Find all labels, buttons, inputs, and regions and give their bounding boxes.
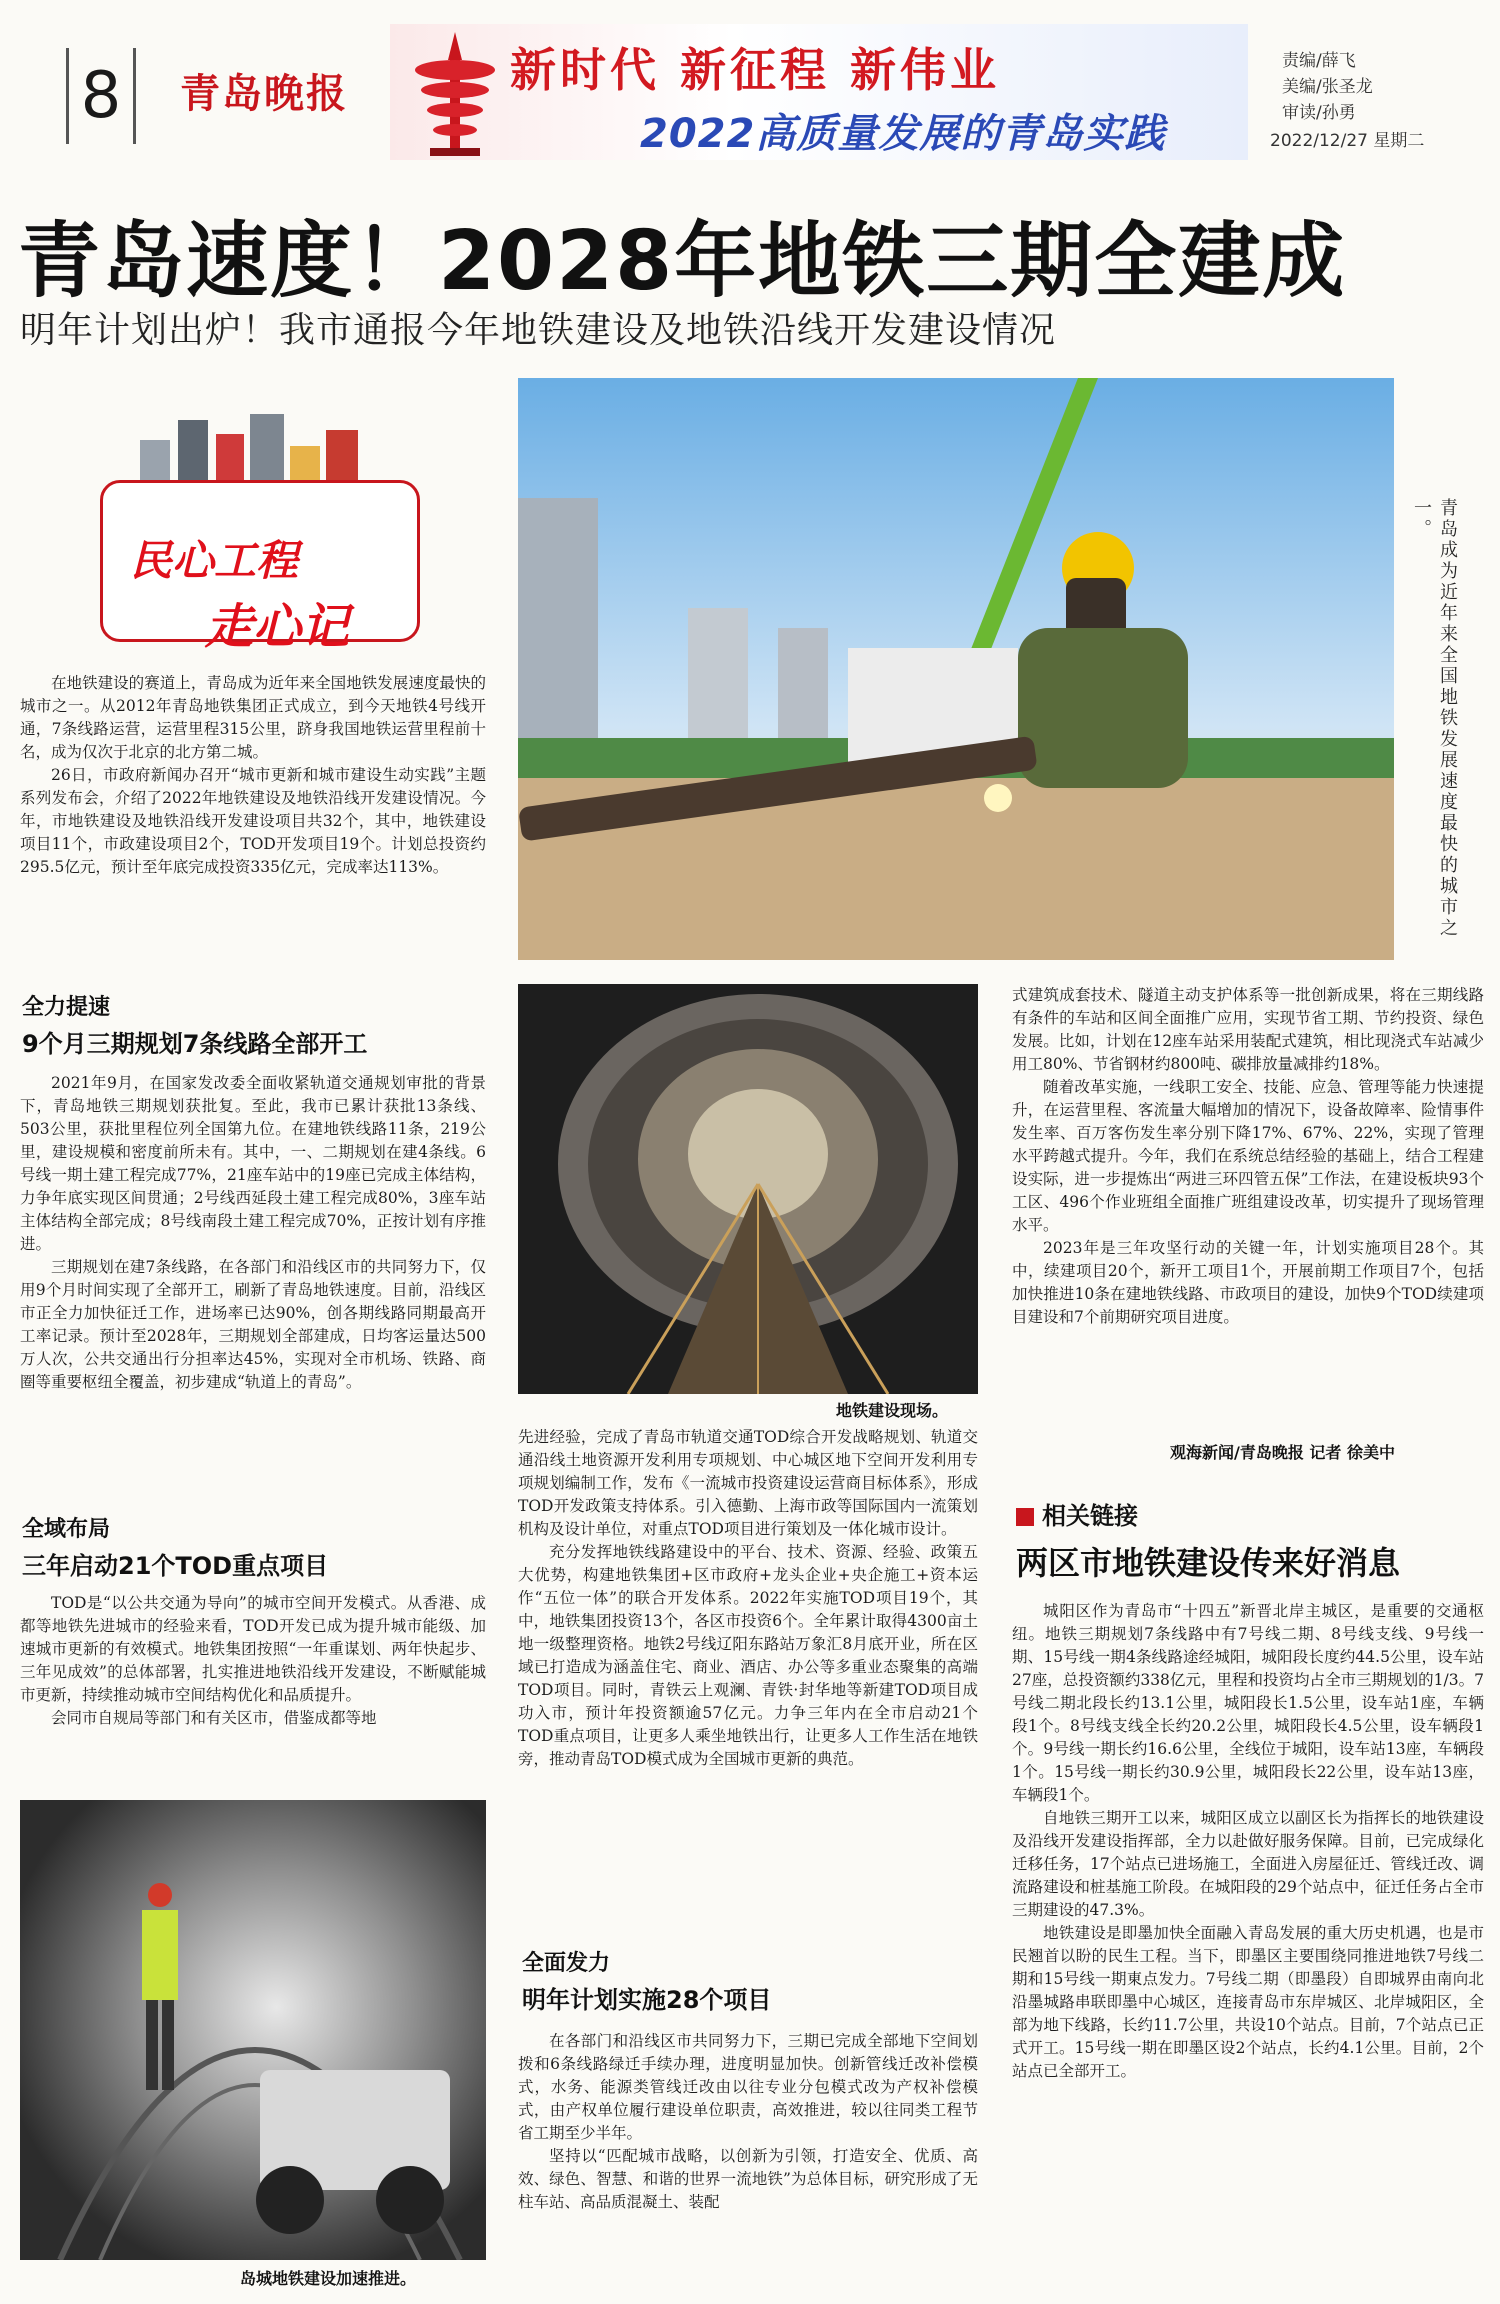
- banner-slogan: 新时代 新征程 新伟业: [510, 43, 1001, 97]
- article-byline: 观海新闻/青岛晚报 记者 徐美中: [1170, 1443, 1395, 1462]
- intro-paragraph: 在地铁建设的赛道上，青岛成为近年来全国地铁发展速度最快的城市之一。从2012年青岛地铁集团正式成立，到今天地铁4号线开通，7条线路运营，运营里程315公里，跻身我国地铁运营里程前十名，成为仅次于北京的北方第二城。: [20, 674, 486, 761]
- right-paragraph: 式建筑成套技术、隧道主动支护体系等一批创新成果，将在三期线路有条件的车站和区间全面推广应用，实现节省工期、节约投资、绿色发展。比如，计划在12座车站采用装配式建筑，相比现浇式车站减少用工80%、节省钢材约800吨、碳排放量减排约18%。: [1012, 986, 1484, 1073]
- section3-kicker: 全面发力: [522, 1951, 611, 1976]
- intro-paragraph: 26日，市政府新闻办召开“城市更新和城市建设生动实践”主题系列发布会，介绍了2022年地铁建设及地铁沿线开发建设情况。今年，市地铁建设及地铁沿线开发建设项目共32个，其中，地铁建设项目11个，市政建设项目2个，TOD开发项目19个。计划总投资约295.5亿元，预计至年底完成投资335亿元，完成率达113%。: [20, 766, 486, 876]
- main-headline: 青岛速度！2028年地铁三期全建成: [18, 214, 1347, 309]
- editor-credits: [1282, 48, 1373, 126]
- section3-paragraph: 坚持以“匹配城市战略，以创新为引领，打造安全、优质、高效、绿色、智慧、和谐的世界一流地铁”为总体目标，研究形成了无柱车站、高品质混凝土、装配: [518, 2147, 978, 2211]
- section2-paragraph: 会同市自规局等部门和有关区市，借鉴成都等地: [51, 1709, 377, 1727]
- related-body: [1012, 1600, 1484, 2083]
- related-paragraph: 自地铁三期开工以来，城阳区成立以副区长为指挥长的地铁建设及沿线开发建设指挥部，全力以赴做好服务保障。目前，已完成绿化迁移任务，17个站点已进场施工，全面进入房屋征迁、管线迁改、调流路建设和桩基施工阶段。在城阳段的29个站点中，征迁任务占全市三期建设的47.3%。: [1012, 1809, 1484, 1919]
- middle-photo-caption: 地铁建设现场。: [836, 1401, 949, 1420]
- section1-paragraph: 三期规划在建7条线路，在各部门和沿线区市的共同努力下，仅用9个月时间实现了全部开工，刷新了青岛地铁速度。目前，沿线区市正全力加快征迁工作，进场率已达90%，创各期线路同期最高开工率记录。预计至2028年，三期规划全部建成，日均客运量达500万人次，公共交通出行分担率达45%，实现对全市机场、铁路、商圈等重要枢纽全覆盖，初步建成“轨道上的青岛”。: [20, 1258, 486, 1391]
- middle-column-body: [518, 1426, 978, 1771]
- section1-title: 9个月三期规划7条线路全部开工: [22, 1030, 368, 1058]
- related-paragraph: 地铁建设是即墨加快全面融入青岛发展的重大历史机遇，也是市民翘首以盼的民生工程。当下，即墨区主要围绕同推进地铁7号线二期和15号线一期東点发力。7号线二期（即墨段）自即城界由南向北沿墨城路串联即墨中心城区，连接青岛市东岸城区、北岸城阳区，全部为地下线路，长约11.7公里，共设10个站点。目前，7个站点已正式开工。15号线一期在即墨区设2个站点，长约4.1公里。目前，2个站点已全部开工。: [1012, 1924, 1484, 2080]
- page-number: 8: [66, 48, 136, 144]
- section2-kicker: 全域布局: [22, 1517, 111, 1542]
- related-link-title: 两区市地铁建设传来好消息: [1016, 1544, 1401, 1582]
- bottom-photo-caption: 岛城地铁建设加速推进。: [240, 2269, 417, 2288]
- right-paragraph: 随着改革实施，一线职工安全、技能、应急、管理等能力快速提升，在运营里程、客流量大幅增加的情况下，设备故障率、险情事件发生率、百万客伤发生率分别下降17%、67%、22%，实现了管理水平跨越式提升。今年，我们在系统总结经验的基础上，结合工程建设实际，进一步提炼出“两进三环四管五保”工作法，在建设板块93个工区、496个作业班组全面推广班组建设改革，切实提升了现场管理水平。: [1012, 1078, 1484, 1234]
- sub-headline: 明年计划出炉！我市通报今年地铁建设及地铁沿线开发建设情况: [20, 310, 1057, 351]
- right-column-body: [1012, 984, 1484, 1329]
- tunnel-workers-image: [20, 1800, 486, 2260]
- column-logo-line1: 民心工程: [130, 536, 299, 585]
- related-link-tag: 相关链接: [1016, 1496, 1138, 1531]
- welder-image: [518, 378, 1394, 960]
- middle-paragraph: 充分发挥地铁线路建设中的平台、技术、资源、经验、政策五大优势，构建地铁集团+区市政府+龙头企业+央企施工+资本运作“五位一体”的联合开发体系。2022年实施TOD项目19个，其中，地铁集团投资13个，各区市投资6个。全年累计取得4300亩土地一级整理资格。地铁2号线辽阳东路站万象汇8月底开业，所在区域已打造成为涵盖住宅、商业、酒店、办公等多重业态聚集的高端TOD项目。同时，青铁云上观澜、青铁·封华地等新建TOD项目成功入市，预计年投资额逾57亿元。力争三年内在全市启动21个TOD重点项目，让更多人乘坐地铁出行，让更多人工作生活在地铁旁，推动青岛TOD模式成为全国城市更新的典范。: [518, 1543, 978, 1768]
- welder-photo: [518, 378, 1394, 960]
- issue-date: 2022/12/27 星期二: [1270, 131, 1425, 151]
- tunnel-site-image: [518, 984, 978, 1394]
- column-logo-line2: 走心记: [205, 599, 350, 655]
- banner-series-title: 2022高质量发展的青岛实践: [640, 111, 1166, 157]
- landmark-tower-icon: [400, 30, 510, 158]
- newspaper-name: 青岛晚报: [180, 70, 348, 117]
- top-photo-caption: 青岛成为近年来全国地铁发展速度最快的城市之一。: [1411, 498, 1458, 939]
- series-banner: [390, 24, 1248, 160]
- credit-editor: 责编/薛飞: [1282, 51, 1356, 71]
- credit-proofreader: 审读/孙勇: [1282, 103, 1356, 123]
- credit-designer: 美编/张圣龙: [1282, 77, 1373, 97]
- section1-paragraph: 2021年9月，在国家发改委全面收紧轨道交通规划审批的背景下，青岛地铁三期规划获批复。至此，我市已累计获批13条线、503公里，获批里程位列全国第九位。在建地铁线路11条，219公里，建设规模和密度前所未有。其中，一、二期规划在建4条线。6号线一期土建工程完成77%，21座车站中的19座已完成主体结构，力争年底实现区间贯通；2号线西延段土建工程完成80%，3座车站主体结构全部完成；8号线南段土建工程完成70%，正按计划有序推进。: [20, 1074, 486, 1253]
- section2-body: [20, 1592, 486, 1730]
- right-paragraph: 2023年是三年攻坚行动的关键一年，计划实施项目28个。其中，续建项目20个，新开工项目1个，开展前期工作项目7个，包括加快推进10条在建地铁线路、市政项目的建设，加快9个TOD续建项目建设和7个前期研究项目进度。: [1012, 1239, 1484, 1326]
- section3-title: 明年计划实施28个项目: [522, 1986, 772, 2014]
- section1-body: [20, 1072, 486, 1394]
- related-paragraph: 城阳区作为青岛市“十四五”新晋北岸主城区，是重要的交通枢纽。地铁三期规划7条线路中有7号线二期、8号线支线、9号线一期、15号线一期4条线路途经城阳，城阳段长度约44.5公里，设车站27座，总投资额约338亿元，里程和投资均占全市三期规划的1/3。7号线二期北段长约13.1公里，城阳段长1.5公里，设车站1座，车辆段1个。8号线支线全长约20.2公里，城阳段长4.5公里，设车辆段1个。9号线一期长约16.6公里，全线位于城阳，设车站13座，车辆段1个。15号线一期长约30.9公里，城阳段长22公里，设车站13座，车辆段1个。: [1012, 1602, 1484, 1804]
- intro-text: [20, 672, 486, 879]
- middle-paragraph: 先进经验，完成了青岛市轨道交通TOD综合开发战略规划、轨道交通沿线土地资源开发利用专项规划、中心城区地下空间开发利用专项规划编制工作，发布《一流城市投资建设运营商目标体系》，形成TOD开发政策支持体系。引入德勤、上海市政等国际国内一流策划机构及设计单位，对重点TOD项目进行策划及一体化城市设计。: [518, 1428, 978, 1538]
- section1-kicker: 全力提速: [22, 995, 111, 1020]
- tunnel-site-photo: [518, 984, 978, 1394]
- section3-paragraph: 在各部门和沿线区市共同努力下，三期已完成全部地下空间划拨和6条线路绿迁手续办理，进度明显加快。创新管线迁改补偿模式，水务、能源类管线迁改由以往专业分包模式改为产权补偿模式，由产权单位履行建设单位职责，高效推进，较以往同类工程节省工期至少半年。: [518, 2032, 978, 2142]
- section2-paragraph: TOD是“以公共交通为导向”的城市空间开发模式。从香港、成都等地铁先进城市的经验来看，TOD开发已成为提升城市能级、加速城市更新的有效模式。地铁集团按照“一年重谋划、两年快起步、三年见成效”的总体部署，扎实推进地铁沿线开发建设，不断赋能城市更新，持续推动城市空间结构优化和品质提升。: [20, 1594, 486, 1704]
- section2-title: 三年启动21个TOD重点项目: [22, 1552, 329, 1580]
- section3-body: [518, 2030, 978, 2214]
- tunnel-workers-photo: [20, 1800, 486, 2260]
